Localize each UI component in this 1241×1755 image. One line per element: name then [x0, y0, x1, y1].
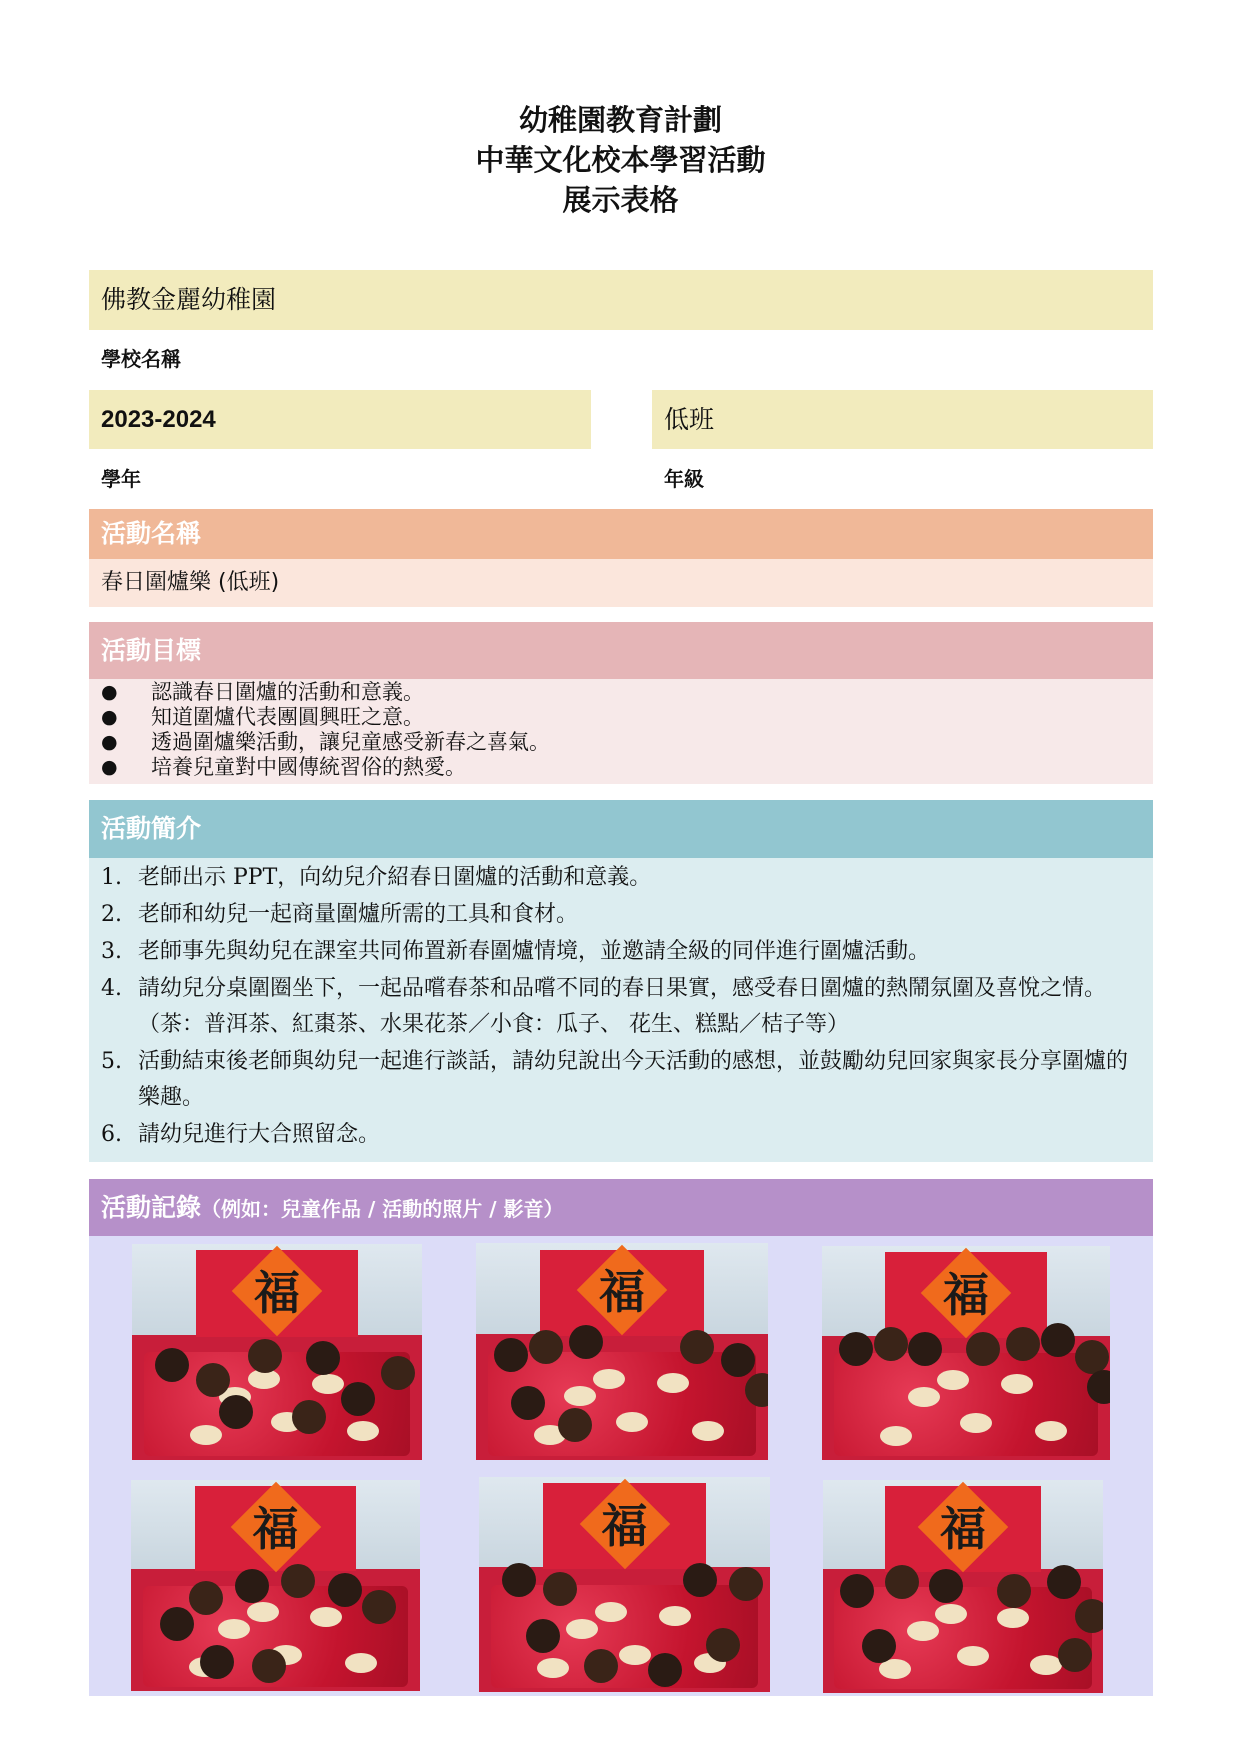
step-text: 活動結束後老師與幼兒一起進行談話，請幼兒說出今天活動的感想，並鼓勵幼兒回家與家長分享圍爐的樂趣。	[138, 1049, 1129, 1110]
record-heading: 活動記錄	[101, 1193, 202, 1222]
photo-plate	[347, 1421, 379, 1441]
photo-child	[706, 1628, 740, 1662]
objectives-body	[89, 679, 1153, 784]
intro-body	[89, 858, 1153, 1162]
photo-child	[1058, 1638, 1092, 1672]
photo-child	[529, 1330, 563, 1364]
photo-child	[885, 1565, 919, 1599]
objectives-header: 活動目標	[89, 622, 1153, 679]
photo-plate	[935, 1604, 967, 1624]
intro-step	[89, 1117, 1139, 1153]
fu-character: 福	[940, 1501, 986, 1556]
photo-child	[1047, 1565, 1081, 1599]
intro-step	[89, 971, 1139, 1043]
step-text: 請幼兒進行大合照留念。	[138, 1122, 381, 1147]
school-year-value	[89, 390, 591, 449]
photo-plate	[312, 1374, 344, 1394]
step-number: 6.	[101, 1122, 122, 1147]
photo-child	[680, 1330, 714, 1364]
school-year-label: 學年	[101, 467, 141, 491]
photo-child	[511, 1386, 545, 1420]
photo-child	[558, 1408, 592, 1442]
grade-value: 低班	[652, 390, 1153, 449]
photo-child	[219, 1395, 253, 1429]
photo-plate	[593, 1369, 625, 1389]
objective-item: ● 透過圍爐樂活動，讓兒童感受新春之喜氣。	[89, 730, 1153, 755]
photo-child	[874, 1327, 908, 1361]
step-text: 老師出示 PPT，向幼兒介紹春日圍爐的活動和意義。	[138, 865, 652, 890]
intro-step	[89, 860, 1139, 896]
objective-item: ● 培養兒童對中國傳統習俗的熱愛。	[89, 755, 1153, 780]
photo-child	[729, 1567, 763, 1601]
photo-plate	[692, 1421, 724, 1441]
activity-name-header: 活動名稱	[89, 509, 1153, 559]
activity-name-value	[89, 559, 1153, 607]
photo-child	[196, 1363, 230, 1397]
photo-child	[526, 1619, 560, 1653]
step-text: 請幼兒分桌圍圈坐下，一起品嚐春茶和品嚐不同的春日果實，感受春日圍爐的熱鬧氛圍及喜悅之情。（茶：普洱茶、紅棗茶、水果花茶／小食：瓜子、 花生、糕點／桔子等）	[138, 976, 1107, 1037]
photo-child	[648, 1653, 682, 1687]
photo-plate	[880, 1426, 912, 1446]
photo-plate	[345, 1653, 377, 1673]
photo-child	[494, 1338, 528, 1372]
photo-child	[966, 1332, 1000, 1366]
fu-character: 福	[601, 1498, 648, 1553]
photo-plate	[907, 1621, 939, 1641]
photo-table	[834, 1353, 1099, 1456]
activity-name-text: 春日圍爐樂 (低班)	[101, 570, 280, 595]
step-number: 2.	[101, 902, 122, 927]
photo-child	[1075, 1599, 1103, 1633]
objectives-list	[89, 680, 1153, 780]
photo-child	[908, 1332, 942, 1366]
photo-child	[200, 1645, 234, 1679]
photo-plate	[247, 1602, 279, 1622]
grade-label: 年級	[664, 467, 704, 491]
title-line-1: 幼稚園教育計劃	[518, 103, 722, 137]
photo-plate	[566, 1619, 598, 1639]
activity-photo-5	[479, 1477, 770, 1692]
school-name-value: 佛教金麗幼稚園	[89, 270, 1153, 330]
intro-header: 活動簡介	[89, 800, 1153, 858]
intro-step	[89, 897, 1139, 933]
activity-photo-4	[131, 1480, 420, 1691]
photo-child	[721, 1343, 755, 1377]
step-text: 老師事先與幼兒在課室共同佈置新春圍爐情境，並邀請全級的同伴進行圍爐活動。	[138, 939, 931, 964]
photo-plate	[537, 1658, 569, 1678]
intro-step	[89, 934, 1139, 970]
photo-child	[683, 1563, 717, 1597]
activity-photo-2	[476, 1243, 768, 1460]
title-line-3: 展示表格	[562, 183, 679, 217]
photo-child	[155, 1348, 189, 1382]
intro-step	[89, 1044, 1139, 1116]
photo-child	[341, 1382, 375, 1416]
photo-child	[543, 1572, 577, 1606]
photo-child	[189, 1581, 223, 1615]
photo-child	[381, 1356, 415, 1390]
photo-plate	[218, 1619, 250, 1639]
objective-item: ● 認識春日圍爐的活動和意義。	[89, 680, 1153, 705]
photo-child	[328, 1573, 362, 1607]
step-number: 1.	[101, 865, 122, 890]
activity-photo-6	[823, 1480, 1103, 1693]
step-text: 老師和幼兒一起商量圍爐所需的工具和食材。	[138, 902, 579, 927]
title-line-2: 中華文化校本學習活動	[475, 143, 766, 177]
fu-character: 福	[599, 1265, 645, 1320]
photo-child	[235, 1569, 269, 1603]
photo-child	[840, 1574, 874, 1608]
step-number: 5.	[101, 1049, 122, 1074]
fu-character: 福	[252, 1501, 299, 1556]
photo-child	[248, 1339, 282, 1373]
intro-steps	[89, 860, 1139, 1153]
school-name-label: 學校名稱	[101, 347, 181, 371]
photo-child	[160, 1607, 194, 1641]
step-number: 4.	[101, 976, 122, 1001]
photo-plate	[595, 1602, 627, 1622]
photo-child	[584, 1649, 618, 1683]
step-number: 3.	[101, 939, 122, 964]
photo-child	[362, 1590, 396, 1624]
photo-plate	[1001, 1374, 1033, 1394]
activity-photo-3	[822, 1246, 1110, 1460]
photo-child	[292, 1400, 326, 1434]
photo-child	[1075, 1340, 1109, 1374]
record-header	[89, 1179, 1153, 1236]
photo-child	[839, 1332, 873, 1366]
record-subheading: （例如：兒童作品 / 活動的照片 / 影音）	[201, 1197, 564, 1221]
photo-child	[252, 1649, 286, 1683]
photo-plate	[997, 1608, 1029, 1628]
photo-child	[1041, 1323, 1075, 1357]
activity-photo-1	[132, 1244, 422, 1460]
school-year-text: 2023-2024	[101, 406, 216, 433]
photo-plate	[310, 1607, 342, 1627]
photo-child	[306, 1341, 340, 1375]
photo-plate	[564, 1386, 596, 1406]
fu-character: 福	[254, 1265, 300, 1320]
objective-item: ● 知道圍爐代表團圓興旺之意。	[89, 705, 1153, 730]
photo-plate	[619, 1645, 651, 1665]
fu-character: 福	[943, 1267, 989, 1322]
photo-child	[997, 1574, 1031, 1608]
photo-plate	[960, 1413, 992, 1433]
